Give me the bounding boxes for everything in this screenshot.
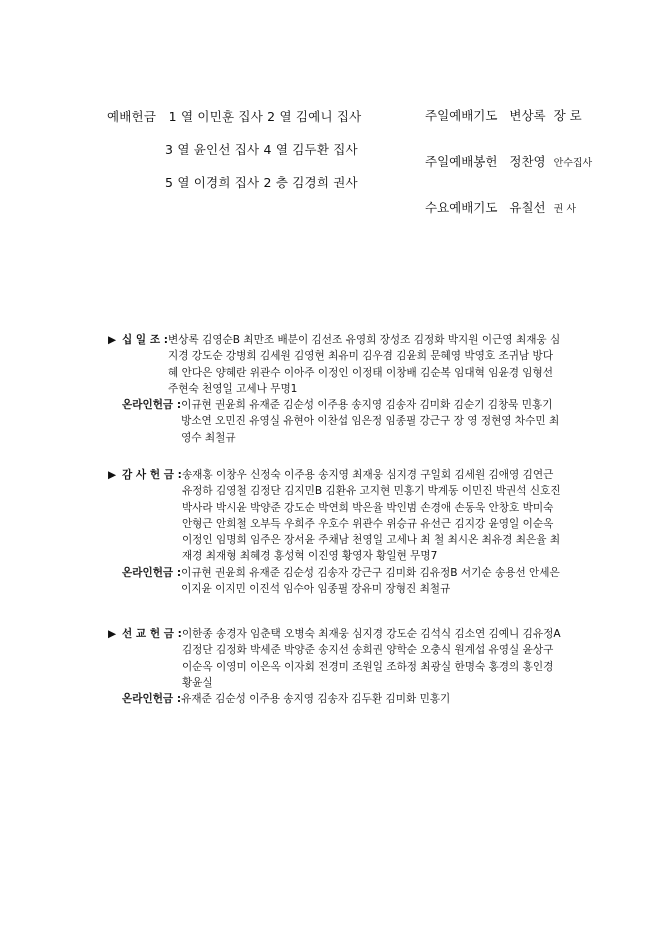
- thanksgiving-title: 감 사 헌 금 :: [122, 469, 182, 481]
- offering-duty-line-1: [107, 107, 361, 125]
- online-offering-heading: 온라인헌금 :: [122, 399, 182, 412]
- offering-duty-line-3: [165, 173, 358, 191]
- thanksgiving-row: [108, 467, 563, 565]
- offering-duty-text: 5 열 이경희 집사 2 층 김경희 권사: [165, 175, 358, 190]
- prayer-line-3: [425, 198, 576, 216]
- tithe-title: 십 일 조 :: [122, 334, 169, 346]
- prayer-line-2: [425, 152, 592, 170]
- mission-online-row: [108, 691, 563, 707]
- mission-title: 선 교 헌 금 :: [122, 628, 182, 640]
- prayer-name: 변상록: [509, 108, 546, 123]
- prayer-line-1: [425, 106, 582, 124]
- online-offering-heading: 온라인헌금 :: [122, 566, 182, 579]
- tithe-names: 변상록 김영순B 최만조 배분이 김선조 유영희 장성조 김정화 박지원 이근영 최재웅 심지경 강도순 강병희 김세원 김영현 최유미 김우겸 김윤희 문혜영 박영호 조귀남 방다혜 안다은 양혜란 위관수 이아주 이정인 이정태 이창배 김순복 임대혁 임윤경 임형선 주현숙 천영일 고세나 무명1: [168, 334, 561, 395]
- mission-names: 이한종 송경자 임춘택 오병숙 최재웅 심지경 강도순 김석식 김소연 김예니 김유정A 김정단 김정화 박세준 박양준 송지선 송희권 양학순 오충식 원계섭 유영실 윤상구 이순옥 이영미 이은옥 이자회 전경미 조원일 조하정 최광실 한명숙 홍경의 홍인경 황윤실: [181, 628, 561, 689]
- mission-online-names: 유재준 김순성 이주용 송지영 김송자 김두환 김미화 민홍기: [181, 693, 451, 706]
- online-offering-heading: 온라인헌금 :: [122, 693, 182, 706]
- prayer-title: 안수집사: [553, 158, 593, 169]
- thanksgiving-online-row: [108, 565, 563, 598]
- offering-duty-text: 3 열 윤인선 집사 4 열 김두환 집사: [165, 142, 358, 157]
- bullet-arrow-icon: ▶: [108, 334, 117, 346]
- bullet-arrow-icon: ▶: [108, 628, 117, 640]
- mission-heading: [108, 626, 182, 691]
- prayer-role: 수요예배기도: [425, 200, 498, 215]
- offering-duty-line-2: [165, 140, 358, 158]
- thanksgiving-heading: [108, 467, 182, 565]
- offering-duty-text: 1 열 이민훈 집사 2 열 김예니 집사: [168, 109, 362, 124]
- prayer-role: 주일예배기도: [425, 108, 498, 123]
- tithe-row: [108, 332, 563, 397]
- tithe-online-row: [108, 397, 563, 446]
- prayer-title: 장 로: [553, 108, 582, 123]
- tithe-online-names: 이규현 권윤희 유재준 김순성 이주용 송지영 김송자 김미화 김순기 김창묵 민홍기 방소연 오민진 유영실 유현아 이찬섭 임은정 임종필 강근구 장 영 정현영 차수민 최영수 최철규: [181, 399, 560, 444]
- mission-row: [108, 626, 563, 691]
- bullet-arrow-icon: ▶: [108, 469, 117, 481]
- offering-duty-label: 예배헌금: [107, 109, 157, 124]
- tithe-section: [108, 332, 563, 446]
- prayer-name: 정찬영: [509, 154, 546, 169]
- prayer-title: 권 사: [553, 204, 577, 215]
- prayer-name: 유칠선: [509, 200, 546, 215]
- thanksgiving-section: [108, 467, 563, 597]
- mission-section: [108, 626, 563, 707]
- thanksgiving-online-names: 이규현 권윤희 유재준 김순성 김송자 강근구 김미화 김유정B 서기순 송용선 안세은 이지윤 이지민 이진석 임수아 임종필 장유미 장형진 최철규: [181, 566, 560, 596]
- thanksgiving-names: 송재홍 이창우 신정숙 이주용 송지영 최재웅 심지경 구일회 김세원 김애영 김연근 유정하 김영철 김정단 김지민B 김환유 고지현 민홍기 박계동 이민진 박권석 신호진 박사라 박시윤 박양준 강도순 박연희 박은율 박인범 손경애 손동욱 안창호 박미숙 안형근 안희철 오부득 우희주 우호수 위관수 위승규 유선근 김지강 윤영일 이순옥 이정인 임명희 임주은 장서윤 주채남 천영일 고세나 최 철 최시온 최유경 최은율 최재경 최재형 최혜경 홍성혁 이진영 황영자 황일현 무명7: [181, 469, 561, 563]
- tithe-heading: [108, 332, 168, 397]
- prayer-role: 주일예배봉헌: [425, 154, 498, 169]
